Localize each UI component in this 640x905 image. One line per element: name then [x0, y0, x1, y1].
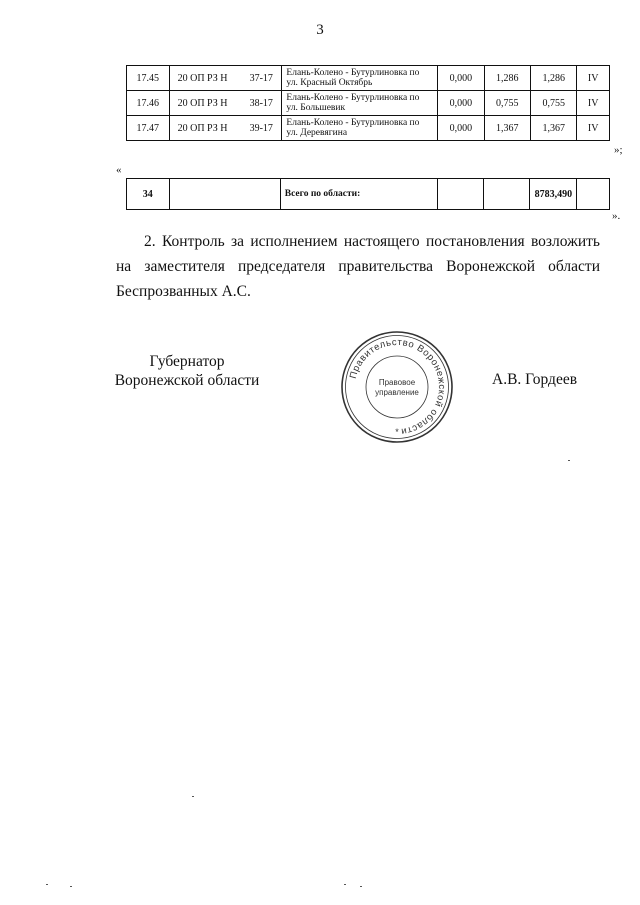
- row-number: 17.47: [127, 116, 170, 141]
- total-empty-cell: [169, 179, 280, 210]
- total-num: 34: [127, 179, 170, 210]
- road-code: [169, 91, 282, 116]
- length-value-3: 1,367: [530, 116, 576, 141]
- total-empty-cell: [577, 179, 610, 210]
- scan-speck: [46, 884, 48, 885]
- road-code: [169, 66, 282, 91]
- road-name: Елань-Колено - Бутурлиновка по ул. Большевик: [282, 91, 438, 116]
- road-category: IV: [577, 91, 610, 116]
- length-value-2: 1,367: [484, 116, 530, 141]
- scan-speck: [70, 886, 72, 887]
- road-category: IV: [577, 66, 610, 91]
- total-table: [126, 178, 610, 210]
- seal-center-line1: Правовое: [378, 378, 416, 387]
- road-name: Елань-Колено - Бутурлиновка по ул. Красный Октябрь: [282, 66, 438, 91]
- length-value-1: 0,000: [438, 91, 484, 116]
- roads-table-body: [127, 66, 610, 141]
- scan-speck: [360, 886, 362, 887]
- road-code-prefix: 20 ОП РЗ Н: [177, 72, 228, 84]
- total-row: [127, 179, 610, 210]
- official-seal: [339, 329, 455, 445]
- road-code-prefix: 20 ОП РЗ Н: [177, 97, 228, 109]
- length-value-3: 0,755: [530, 91, 576, 116]
- table-close-quote: »;: [614, 144, 623, 156]
- total-close-quote: ».: [612, 210, 621, 222]
- row-number: 17.46: [127, 91, 170, 116]
- scan-speck: [568, 460, 570, 461]
- total-empty-cell: [437, 179, 483, 210]
- length-value-3: 1,286: [530, 66, 576, 91]
- signatory-name: А.В. Гордеев: [492, 371, 578, 388]
- signatory-position: [112, 352, 262, 390]
- signatory-title: Губернатор: [149, 353, 225, 370]
- length-value-1: 0,000: [438, 116, 484, 141]
- seal-ring-text: Правительство Воронежской области: [347, 336, 448, 437]
- length-value-2: 0,755: [484, 91, 530, 116]
- road-code-prefix: 20 ОП РЗ Н: [177, 122, 228, 134]
- road-name: Елань-Колено - Бутурлиновка по ул. Деревягина: [282, 116, 438, 141]
- table-row: [127, 91, 610, 116]
- control-paragraph: 2. Контроль за исполнением настоящего постановления возложить на заместителя председателя правительства Воронежской области Беспрозванных А.С.: [116, 233, 600, 300]
- row-number: 17.45: [127, 66, 170, 91]
- length-value-2: 1,286: [484, 66, 530, 91]
- total-value: 8783,490: [530, 179, 577, 210]
- scan-speck: [192, 796, 194, 797]
- road-code: [169, 116, 282, 141]
- length-value-1: 0,000: [438, 66, 484, 91]
- table-row: [127, 66, 610, 91]
- seal-center-line2: управление: [375, 388, 419, 397]
- table-row: [127, 116, 610, 141]
- road-category: IV: [577, 116, 610, 141]
- road-code-suffix: 39-17: [249, 122, 273, 134]
- road-code-suffix: 38-17: [249, 97, 273, 109]
- signatory-region: Воронежской области: [114, 372, 260, 389]
- total-empty-cell: [484, 179, 530, 210]
- seal-star: *: [395, 427, 399, 437]
- scan-speck: [344, 884, 346, 885]
- total-label: Всего по области:: [280, 179, 437, 210]
- page-number: 3: [316, 22, 324, 38]
- total-open-quote: «: [116, 164, 122, 176]
- road-code-suffix: 37-17: [249, 72, 273, 84]
- roads-table: [126, 65, 610, 141]
